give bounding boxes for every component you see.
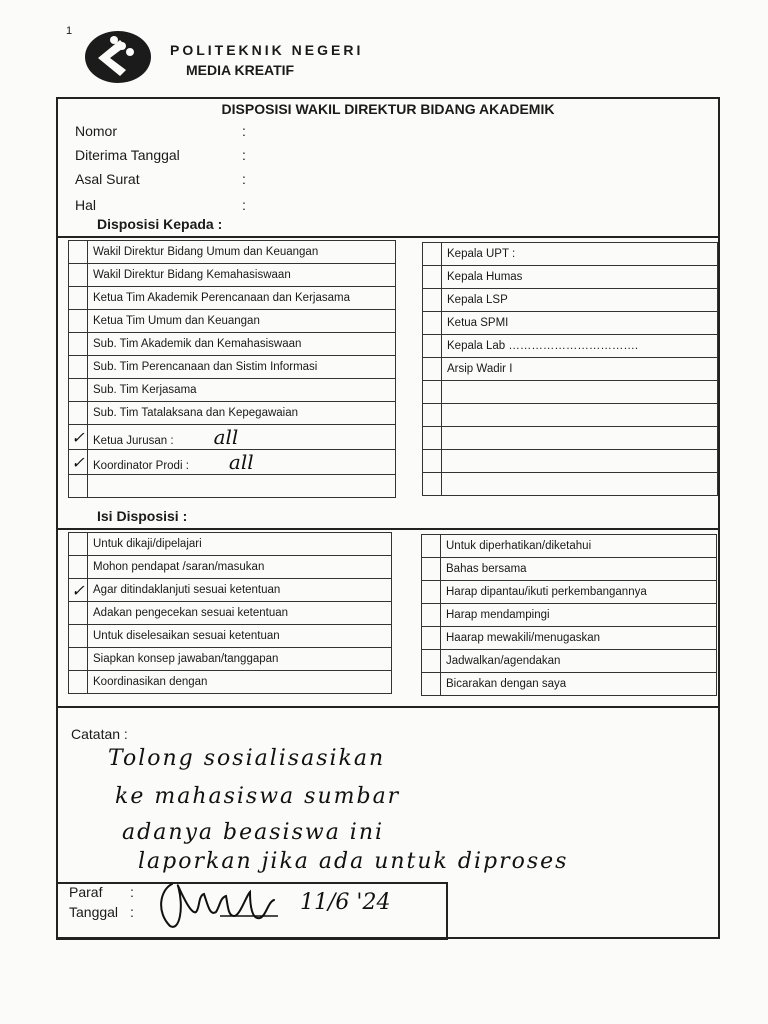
row-label: Agar ditindaklanjuti sesuai ketentuan xyxy=(88,579,392,602)
row-label: Siapkan konsep jawaban/tanggapan xyxy=(88,648,392,671)
row-label: Jadwalkan/agendakan xyxy=(441,650,717,673)
checkbox-cell[interactable] xyxy=(423,289,442,312)
tanggal-label: Tanggal xyxy=(69,904,119,920)
row-label: Wakil Direktur Bidang Umum dan Keuangan xyxy=(88,241,396,264)
kepada-right-table xyxy=(422,242,718,496)
paraf-sep: : xyxy=(130,884,134,900)
checkbox-cell[interactable] xyxy=(423,473,442,496)
field-hal-label: Hal xyxy=(75,197,97,213)
table-row xyxy=(423,358,718,381)
checkbox-cell[interactable] xyxy=(422,650,441,673)
catatan-line-4: laporkan jika ada untuk diproses xyxy=(138,849,569,874)
row-label: Koordinasikan dengan xyxy=(88,671,392,694)
checkbox-cell[interactable] xyxy=(69,241,88,264)
check-mark-icon: ✓ xyxy=(71,580,85,600)
checkbox-cell[interactable] xyxy=(423,312,442,335)
row-label: Wakil Direktur Bidang Kemahasiswaan xyxy=(88,264,396,287)
field-nomor-label: Nomor xyxy=(75,123,118,139)
institution-name: POLITEKNIK NEGERI xyxy=(170,42,364,58)
table-row xyxy=(422,604,717,627)
table-row xyxy=(423,450,718,473)
table-row xyxy=(69,379,396,402)
checkbox-cell[interactable] xyxy=(69,579,88,602)
row-label-text: Koordinator Prodi : xyxy=(93,460,189,472)
field-asal-sep: : xyxy=(242,171,246,187)
row-label xyxy=(442,381,718,404)
section-divider xyxy=(56,236,720,238)
table-row xyxy=(69,425,396,450)
row-label xyxy=(442,450,718,473)
field-asal-label: Asal Surat xyxy=(75,171,140,187)
row-label xyxy=(442,404,718,427)
table-row xyxy=(422,650,717,673)
form-title: DISPOSISI WAKIL DIREKTUR BIDANG AKADEMIK xyxy=(221,101,555,117)
table-row xyxy=(423,289,718,312)
row-label: Mohon pendapat /saran/masukan xyxy=(88,556,392,579)
catatan-line-2: ke mahasiswa sumbar xyxy=(115,784,401,809)
row-label: Untuk diperhatikan/diketahui xyxy=(441,535,717,558)
signature-date: 11/6 '24 xyxy=(300,890,391,915)
field-diterima-sep: : xyxy=(242,147,246,163)
signature xyxy=(150,876,290,936)
table-row xyxy=(69,310,396,333)
isi-right-table xyxy=(421,534,717,696)
table-row xyxy=(69,402,396,425)
tanggal-sep: : xyxy=(130,904,134,920)
paraf-label: Paraf xyxy=(69,884,103,900)
row-label: Adakan pengecekan sesuai ketentuan xyxy=(88,602,392,625)
checkbox-cell[interactable] xyxy=(69,450,88,475)
checkbox-cell[interactable] xyxy=(69,556,88,579)
checkbox-cell[interactable] xyxy=(69,356,88,379)
table-row xyxy=(69,287,396,310)
row-label: Bahas bersama xyxy=(441,558,717,581)
institution-subname: MEDIA KREATIF xyxy=(186,62,295,78)
row-label: Sub. Tim Kerjasama xyxy=(88,379,396,402)
row-label: Sub. Tim Akademik dan Kemahasiswaan xyxy=(88,333,396,356)
checkbox-cell[interactable] xyxy=(69,264,88,287)
row-label: Harap dipantau/ikuti perkembangannya xyxy=(441,581,717,604)
row-label: Kepala UPT : xyxy=(442,243,718,266)
check-mark-icon: ✓ xyxy=(71,452,85,472)
checkbox-cell[interactable] xyxy=(422,673,441,696)
table-row xyxy=(69,450,396,475)
section-divider xyxy=(56,706,720,708)
table-row xyxy=(69,625,392,648)
checkbox-cell[interactable] xyxy=(423,335,442,358)
table-row xyxy=(423,266,718,289)
row-label xyxy=(88,450,396,475)
checkbox-cell[interactable] xyxy=(69,671,88,694)
row-label: Ketua Tim Umum dan Keuangan xyxy=(88,310,396,333)
row-label: Untuk dikaji/dipelajari xyxy=(88,533,392,556)
institution-logo xyxy=(84,28,152,84)
row-label: Untuk diselesaikan sesuai ketentuan xyxy=(88,625,392,648)
row-label: Kepala LSP xyxy=(442,289,718,312)
checkbox-cell[interactable] xyxy=(422,627,441,650)
table-row xyxy=(422,673,717,696)
checkbox-cell[interactable] xyxy=(422,558,441,581)
row-label xyxy=(442,427,718,450)
checkbox-cell[interactable] xyxy=(69,475,88,498)
checkbox-cell[interactable] xyxy=(423,381,442,404)
catatan-line-1: Tolong sosialisasikan xyxy=(108,746,386,771)
handwritten-note: all xyxy=(228,450,254,474)
field-diterima-label: Diterima Tanggal xyxy=(75,147,180,163)
table-row xyxy=(69,333,396,356)
row-label: Haarap mewakili/menugaskan xyxy=(441,627,717,650)
row-label: Harap mendampingi xyxy=(441,604,717,627)
checkbox-cell[interactable] xyxy=(423,450,442,473)
row-label: Sub. Tim Perencanaan dan Sistim Informasi xyxy=(88,356,396,379)
row-label: Ketua SPMI xyxy=(442,312,718,335)
handwritten-note: all xyxy=(213,425,239,449)
table-row xyxy=(69,648,392,671)
table-row xyxy=(422,581,717,604)
table-row xyxy=(69,671,392,694)
check-mark-icon: ✓ xyxy=(71,427,85,447)
row-label xyxy=(442,473,718,496)
table-row xyxy=(422,627,717,650)
row-label xyxy=(88,425,396,450)
table-row xyxy=(423,312,718,335)
checkbox-cell[interactable] xyxy=(423,358,442,381)
checkbox-cell[interactable] xyxy=(423,404,442,427)
row-label: Kepala Lab ……………………………. xyxy=(442,335,718,358)
checkbox-cell[interactable] xyxy=(69,310,88,333)
checkbox-cell[interactable] xyxy=(422,535,441,558)
page-number: 1 xyxy=(66,25,73,37)
isi-disposisi-title: Isi Disposisi : xyxy=(97,508,188,524)
checkbox-cell[interactable] xyxy=(423,427,442,450)
row-label xyxy=(88,475,396,498)
table-row xyxy=(422,535,717,558)
checkbox-cell[interactable] xyxy=(69,379,88,402)
checkbox-cell[interactable] xyxy=(422,581,441,604)
table-row xyxy=(423,243,718,266)
table-row xyxy=(423,335,718,358)
table-row xyxy=(423,473,718,496)
table-row xyxy=(69,579,392,602)
row-label-text: Ketua Jurusan : xyxy=(93,435,174,447)
row-label: Arsip Wadir I xyxy=(442,358,718,381)
checkbox-cell[interactable] xyxy=(69,648,88,671)
table-row xyxy=(423,404,718,427)
kepada-left-table xyxy=(68,240,396,498)
section-divider xyxy=(56,528,720,530)
table-row xyxy=(423,381,718,404)
catatan-label: Catatan : xyxy=(71,726,128,742)
table-row xyxy=(69,533,392,556)
field-hal-sep: : xyxy=(242,197,246,213)
isi-left-table xyxy=(68,532,392,694)
checkbox-cell[interactable] xyxy=(422,604,441,627)
checkbox-cell[interactable] xyxy=(69,533,88,556)
table-row xyxy=(69,556,392,579)
disposisi-kepada-title: Disposisi Kepada : xyxy=(97,216,223,232)
checkbox-cell[interactable] xyxy=(423,243,442,266)
row-label: Sub. Tim Tatalaksana dan Kepegawaian xyxy=(88,402,396,425)
row-label: Kepala Humas xyxy=(442,266,718,289)
table-row xyxy=(69,264,396,287)
table-row xyxy=(69,475,396,498)
checkbox-cell[interactable] xyxy=(423,266,442,289)
row-label: Bicarakan dengan saya xyxy=(441,673,717,696)
catatan-line-3: adanya beasiswa ini xyxy=(122,820,385,845)
checkbox-cell[interactable] xyxy=(69,402,88,425)
table-row xyxy=(69,602,392,625)
row-label: Ketua Tim Akademik Perencanaan dan Kerjasama xyxy=(88,287,396,310)
checkbox-cell[interactable] xyxy=(69,333,88,356)
table-row xyxy=(423,427,718,450)
checkbox-cell[interactable] xyxy=(69,425,88,450)
field-nomor-sep: : xyxy=(242,123,246,139)
table-row xyxy=(69,356,396,379)
table-row xyxy=(69,241,396,264)
checkbox-cell[interactable] xyxy=(69,287,88,310)
checkbox-cell[interactable] xyxy=(69,602,88,625)
checkbox-cell[interactable] xyxy=(69,625,88,648)
table-row xyxy=(422,558,717,581)
